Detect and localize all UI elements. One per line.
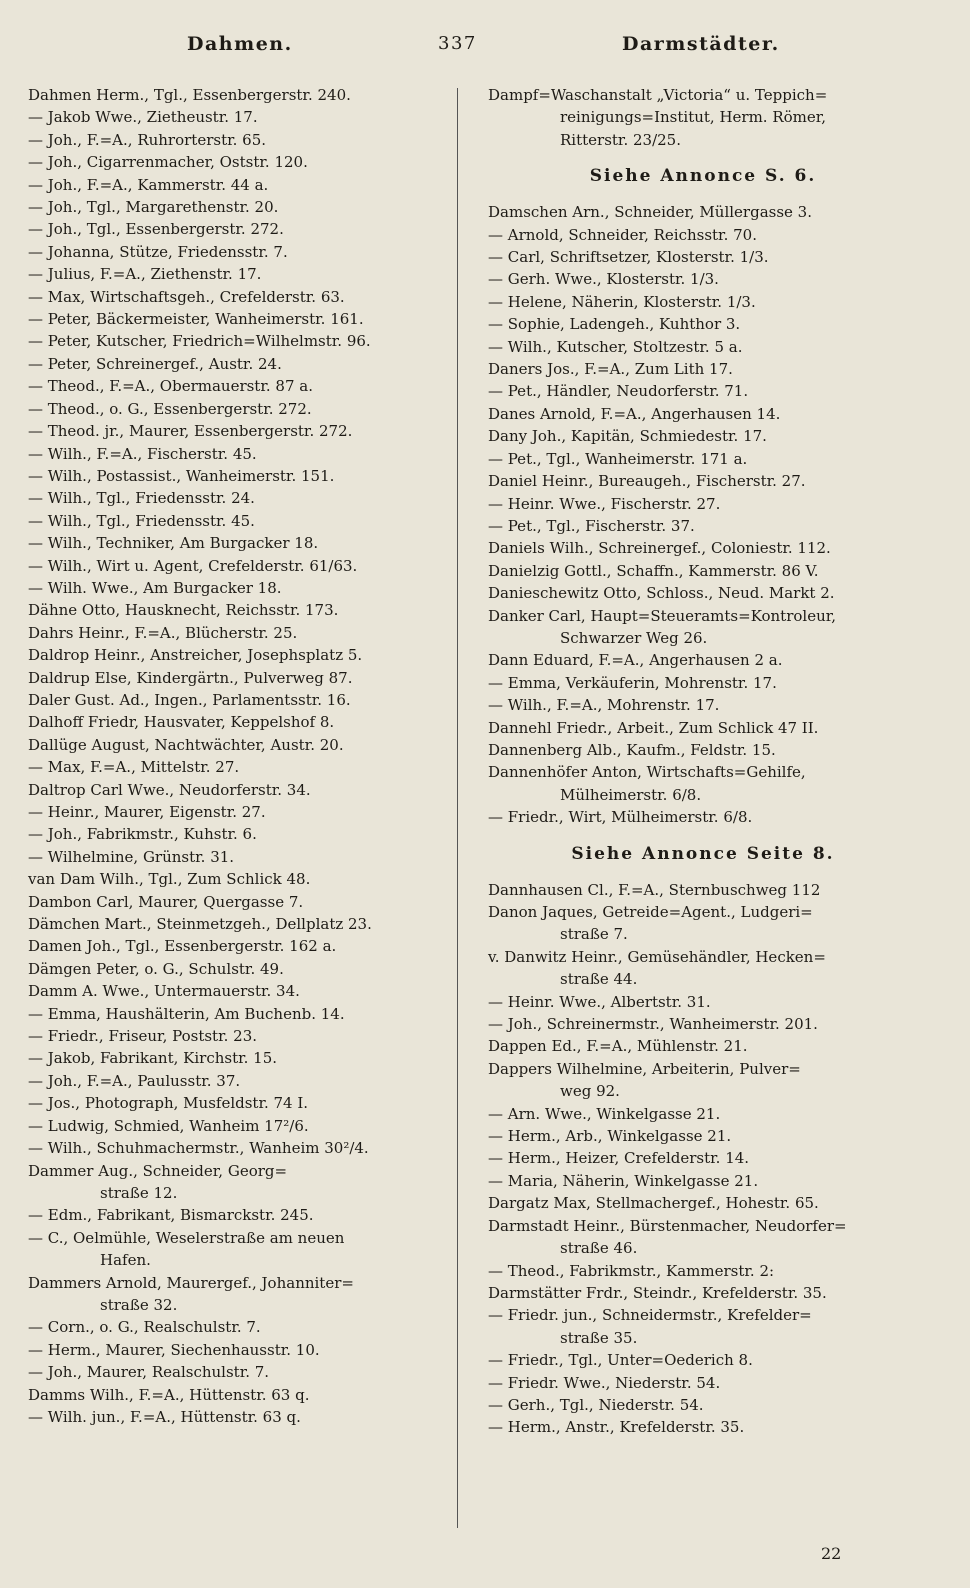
directory-entry: [488, 336, 928, 358]
directory-entry: [488, 470, 928, 492]
directory-entry: [488, 806, 928, 828]
directory-entry: [488, 1416, 928, 1438]
entry-continuation: straße 35.: [560, 1328, 638, 1347]
directory-entry: [28, 1025, 448, 1047]
entry-text: Dalhoff Friedr, Hausvater, Keppelshof 8.: [28, 713, 335, 732]
directory-entry: [28, 196, 448, 218]
directory-entry: [28, 644, 448, 666]
entry-continuation: reinigungs=Institut, Herm. Römer,: [560, 108, 827, 127]
entry-text: Danker Carl, Haupt=Steueramts=Kontroleur,: [488, 606, 837, 625]
directory-entry: [28, 465, 448, 487]
directory-entry: [28, 84, 448, 106]
entry-text: Damm A. Wwe., Untermauerstr. 34.: [28, 982, 300, 1001]
directory-entry: [28, 801, 448, 823]
entry-text: Darmstätter Frdr., Steindr., Krefelderstr. 35.: [488, 1283, 827, 1302]
entry-text: Dannhausen Cl., F.=A., Sternbuschweg 112: [488, 880, 821, 899]
directory-entry: [28, 174, 448, 196]
directory-entry: [28, 1316, 448, 1338]
directory-entry: [28, 622, 448, 644]
directory-entry: [488, 1192, 928, 1214]
entry-text: v. Danwitz Heinr., Gemüsehändler, Hecken=: [488, 947, 826, 966]
entry-text: — Wilh., Tgl., Friedensstr. 45.: [28, 511, 255, 530]
entry-text: Damen Joh., Tgl., Essenbergerstr. 162 a.: [28, 937, 337, 956]
entry-text: Dargatz Max, Stellmachergef., Hohestr. 65.: [488, 1194, 819, 1213]
header-right-running-title: Darmstädter.: [622, 33, 780, 55]
directory-entry: [488, 1349, 928, 1371]
entry-text: Damms Wilh., F.=A., Hüttenstr. 63 q.: [28, 1385, 310, 1404]
entry-text: — Peter, Schreinergef., Austr. 24.: [28, 354, 282, 373]
entry-text: Dappers Wilhelmine, Arbeiterin, Pulver=: [488, 1059, 801, 1078]
entry-text: Danieschewitz Otto, Schloss., Neud. Markt 2.: [488, 584, 835, 603]
entry-text: — Emma, Verkäuferin, Mohrenstr. 17.: [488, 673, 777, 692]
entry-text: — Heinr. Wwe., Fischerstr. 27.: [488, 494, 721, 513]
directory-entry: [28, 935, 448, 957]
entry-text: — Theod., Fabrikmstr., Kammerstr. 2:: [488, 1261, 775, 1280]
directory-entry: [28, 487, 448, 509]
entry-continuation: straße 12.: [100, 1183, 178, 1202]
entry-text: Dahmen Herm., Tgl., Essenbergerstr. 240.: [28, 86, 351, 104]
entry-text: — Wilh., F.=A., Mohrenstr. 17.: [488, 696, 720, 715]
directory-entry: [28, 846, 448, 868]
entry-text: Daldrop Heinr., Anstreicher, Josephsplatz 5.: [28, 646, 363, 665]
entry-text: Daners Jos., F.=A., Zum Lith 17.: [488, 360, 733, 379]
directory-entry: [488, 560, 928, 582]
directory-entry: [28, 151, 448, 173]
directory-entry: [28, 420, 448, 442]
directory-entry: [488, 946, 928, 991]
directory-entry: [488, 358, 928, 380]
directory-entry: [28, 868, 448, 890]
entry-text: — Heinr., Maurer, Eigenstr. 27.: [28, 803, 266, 821]
directory-entry: [28, 1339, 448, 1361]
directory-entry: [28, 1361, 448, 1383]
entry-text: — Pet., Tgl., Fischerstr. 37.: [488, 516, 695, 535]
entry-text: — Julius, F.=A., Ziethenstr. 17.: [28, 265, 262, 284]
left-column: [28, 84, 448, 1428]
directory-entry: [28, 1227, 448, 1272]
directory-entry: [488, 268, 928, 290]
entry-text: — C., Oelmühle, Weselerstraße am neuen: [28, 1228, 345, 1247]
directory-entry: [488, 1394, 928, 1416]
directory-entry: [28, 779, 448, 801]
entry-text: Dammers Arnold, Maurergef., Johanniter=: [28, 1273, 354, 1292]
entry-text: Dähne Otto, Hausknecht, Reichsstr. 173.: [28, 601, 339, 620]
entry-text: — Joh., Schreinermstr., Wanheimerstr. 201.: [488, 1015, 818, 1034]
directory-entry: [488, 1013, 928, 1035]
annonce-reference: Siehe Annonce S. 6.: [589, 166, 817, 187]
entry-text: — Wilh. Wwe., Am Burgacker 18.: [28, 578, 282, 597]
entry-text: — Sophie, Ladengeh., Kuhthor 3.: [488, 315, 741, 334]
entry-text: — Heinr. Wwe., Albertstr. 31.: [488, 992, 711, 1011]
directory-entry: [488, 1125, 928, 1147]
entry-text: — Herm., Anstr., Krefelderstr. 35.: [488, 1418, 745, 1437]
entry-text: Dannenberg Alb., Kaufm., Feldstr. 15.: [488, 740, 776, 759]
directory-entry: [488, 879, 928, 901]
directory-entry: [28, 241, 448, 263]
directory-entry: [488, 1282, 928, 1304]
entry-text: — Friedr. Wwe., Niederstr. 54.: [488, 1373, 721, 1392]
directory-entry: [488, 694, 928, 716]
directory-entry: [28, 980, 448, 1002]
entry-text: — Wilh., F.=A., Fischerstr. 45.: [28, 444, 257, 463]
entry-continuation: Hafen.: [100, 1251, 151, 1270]
directory-entry: [488, 761, 928, 806]
directory-entry: [488, 605, 928, 650]
directory-entry: [488, 1058, 928, 1103]
entry-text: Dampf=Waschanstalt „Victoria“ u. Teppich=: [488, 86, 828, 104]
entry-text: Daniel Heinr., Bureaugeh., Fischerstr. 27.: [488, 472, 806, 491]
entry-text: Daler Gust. Ad., Ingen., Parlamentsstr. 16.: [28, 690, 351, 709]
directory-entry: [28, 711, 448, 733]
directory-entry: [488, 380, 928, 402]
directory-entry: [28, 510, 448, 532]
directory-entry: [488, 1170, 928, 1192]
entry-text: — Pet., Tgl., Wanheimerstr. 171 a.: [488, 449, 748, 468]
entry-text: — Pet., Händler, Neudorferstr. 71.: [488, 382, 749, 401]
entry-text: Damschen Arn., Schneider, Müllergasse 3.: [488, 203, 812, 222]
entry-text: — Corn., o. G., Realschulstr. 7.: [28, 1318, 261, 1337]
entry-text: — Helene, Näherin, Klosterstr. 1/3.: [488, 292, 756, 311]
directory-entry: [28, 398, 448, 420]
entry-text: — Wilh., Schuhmachermstr., Wanheim 30²/4.: [28, 1139, 369, 1158]
directory-entry: [488, 1372, 928, 1394]
directory-entry: [28, 823, 448, 845]
entry-text: — Wilhelmine, Grünstr. 31.: [28, 847, 235, 866]
entry-text: — Wilh., Tgl., Friedensstr. 24.: [28, 489, 255, 508]
column-divider: [457, 88, 458, 1528]
entry-continuation: Schwarzer Weg 26.: [560, 628, 708, 647]
entry-text: Dappen Ed., F.=A., Mühlenstr. 21.: [488, 1037, 748, 1056]
entry-text: — Theod., o. G., Essenbergerstr. 272.: [28, 399, 312, 418]
directory-entry: [488, 313, 928, 335]
entry-text: Dämchen Mart., Steinmetzgeh., Dellplatz 23.: [28, 915, 372, 934]
entry-text: — Emma, Haushälterin, Am Buchenb. 14.: [28, 1004, 345, 1023]
entry-text: — Herm., Maurer, Siechenhausstr. 10.: [28, 1340, 320, 1359]
directory-entry: [488, 515, 928, 537]
directory-entry: [488, 493, 928, 515]
directory-entry: [28, 1406, 448, 1428]
entry-text: — Joh., F.=A., Kammerstr. 44 a.: [28, 175, 269, 194]
directory-entry: [28, 577, 448, 599]
directory-entry: [28, 443, 448, 465]
directory-entry: [28, 891, 448, 913]
directory-entry: [28, 218, 448, 240]
directory-entry: [488, 129, 928, 151]
entry-text: — Max, Wirtschaftsgeh., Crefelderstr. 63.: [28, 287, 345, 306]
entry-text: — Jos., Photograph, Musfeldstr. 74 I.: [28, 1094, 309, 1113]
directory-entry: [28, 958, 448, 980]
entry-text: Dammer Aug., Schneider, Georg=: [28, 1161, 288, 1180]
directory-entry: [488, 649, 928, 671]
annonce-reference: Siehe Annonce Seite 8.: [571, 843, 835, 864]
entry-text: Daltrop Carl Wwe., Neudorferstr. 34.: [28, 780, 311, 799]
directory-entry: [28, 689, 448, 711]
header-page-number: 337: [438, 33, 477, 54]
entry-text: — Wilh., Techniker, Am Burgacker 18.: [28, 534, 319, 553]
directory-entry: [28, 375, 448, 397]
directory-entry: [28, 1115, 448, 1137]
entry-text: Daniels Wilh., Schreinergef., Coloniestr. 112.: [488, 539, 831, 558]
entry-text: — Jakob Wwe., Zietheustr. 17.: [28, 108, 258, 127]
directory-entry: [28, 1272, 448, 1317]
entry-text: — Friedr. jun., Schneidermstr., Krefelder=: [488, 1306, 812, 1325]
directory-entry: [28, 286, 448, 308]
directory-entry: [488, 1147, 928, 1169]
directory-entry: [488, 201, 928, 223]
entry-text: — Ludwig, Schmied, Wanheim 17²/6.: [28, 1116, 309, 1135]
directory-entry: [28, 1137, 448, 1159]
entry-text: — Wilh., Kutscher, Stoltzestr. 5 a.: [488, 337, 743, 356]
entry-text: Ritterstr. 23/25.: [560, 130, 681, 149]
entry-text: Dannehl Friedr., Arbeit., Zum Schlick 47 II.: [488, 718, 819, 737]
directory-entry: [28, 734, 448, 756]
entry-text: — Friedr., Tgl., Unter=Oederich 8.: [488, 1351, 753, 1370]
entry-continuation: straße 32.: [100, 1295, 178, 1314]
entry-text: — Maria, Näherin, Winkelgasse 21.: [488, 1171, 759, 1190]
entry-text: Dann Eduard, F.=A., Angerhausen 2 a.: [488, 651, 783, 670]
entry-text: — Friedr., Friseur, Poststr. 23.: [28, 1027, 257, 1046]
directory-entry: [488, 291, 928, 313]
entry-text: — Herm., Heizer, Crefelderstr. 14.: [488, 1149, 750, 1168]
directory-entry: [28, 353, 448, 375]
directory-entry: [28, 308, 448, 330]
directory-entry: [28, 1047, 448, 1069]
directory-entry: [28, 106, 448, 128]
entry-text: Dany Joh., Kapitän, Schmiedestr. 17.: [488, 427, 767, 446]
entry-text: van Dam Wilh., Tgl., Zum Schlick 48.: [28, 870, 311, 889]
entry-text: Danielzig Gottl., Schaffn., Kammerstr. 86 V.: [488, 561, 819, 580]
entry-text: — Gerh., Tgl., Niederstr. 54.: [488, 1395, 704, 1414]
entry-text: Dallüge August, Nachtwächter, Austr. 20.: [28, 735, 344, 754]
entry-continuation: straße 44.: [560, 970, 638, 989]
directory-entry: [28, 330, 448, 352]
entry-text: — Carl, Schriftsetzer, Klosterstr. 1/3.: [488, 248, 769, 267]
directory-entry: [28, 1204, 448, 1226]
directory-entry: [488, 1260, 928, 1282]
entry-continuation: straße 46.: [560, 1239, 638, 1258]
entry-continuation: straße 7.: [560, 925, 628, 944]
directory-entry: [28, 1003, 448, 1025]
entry-text: — Joh., Cigarrenmacher, Oststr. 120.: [28, 153, 308, 172]
directory-entry: [488, 224, 928, 246]
header-left-running-title: Dahmen.: [187, 33, 293, 55]
directory-entry: [28, 1384, 448, 1406]
directory-entry: [488, 1304, 928, 1349]
directory-entry: [488, 537, 928, 559]
entry-text: — Peter, Bäckermeister, Wanheimerstr. 161.: [28, 310, 364, 329]
directory-entry: [28, 1092, 448, 1114]
entry-text: — Theod., F.=A., Obermauerstr. 87 a.: [28, 377, 313, 396]
directory-entry: [488, 717, 928, 739]
entry-text: — Joh., Fabrikmstr., Kuhstr. 6.: [28, 825, 257, 844]
entry-text: — Joh., Maurer, Realschulstr. 7.: [28, 1363, 270, 1382]
directory-entry: [488, 425, 928, 447]
entry-text: Dämgen Peter, o. G., Schulstr. 49.: [28, 959, 284, 978]
entry-text: — Wilh., Wirt u. Agent, Crefelderstr. 61/63.: [28, 556, 358, 575]
entry-text: Dahrs Heinr., F.=A., Blücherstr. 25.: [28, 623, 298, 642]
directory-entry: [488, 672, 928, 694]
entry-text: — Wilh. jun., F.=A., Hüttenstr. 63 q.: [28, 1407, 301, 1426]
directory-entry: [28, 667, 448, 689]
entry-text: Danon Jaques, Getreide=Agent., Ludgeri=: [488, 903, 813, 921]
entry-text: — Arnold, Schneider, Reichsstr. 70.: [488, 225, 757, 244]
directory-entry: [28, 756, 448, 778]
entry-text: — Joh., Tgl., Essenbergerstr. 272.: [28, 220, 284, 239]
directory-entry: [488, 739, 928, 761]
directory-entry: [488, 84, 928, 129]
directory-entry: [28, 1070, 448, 1092]
entry-text: — Peter, Kutscher, Friedrich=Wilhelmstr. 96.: [28, 332, 371, 351]
entry-text: — Johanna, Stütze, Friedensstr. 7.: [28, 242, 288, 261]
directory-entry: [488, 403, 928, 425]
entry-text: — Max, F.=A., Mittelstr. 27.: [28, 758, 240, 777]
directory-entry: [488, 448, 928, 470]
entry-text: — Theod. jr., Maurer, Essenbergerstr. 272.: [28, 422, 353, 441]
entry-text: — Arn. Wwe., Winkelgasse 21.: [488, 1104, 721, 1123]
entry-text: — Edm., Fabrikant, Bismarckstr. 245.: [28, 1206, 314, 1225]
entry-text: Dambon Carl, Maurer, Quergasse 7.: [28, 892, 304, 911]
right-column: [488, 84, 928, 1439]
directory-entry: [488, 991, 928, 1013]
directory-entry: [488, 246, 928, 268]
entry-text: — Herm., Arb., Winkelgasse 21.: [488, 1127, 732, 1146]
entry-continuation: Mülheimerstr. 6/8.: [560, 785, 702, 804]
footer-page-number: 22: [821, 1544, 842, 1563]
directory-entry: [488, 582, 928, 604]
entry-continuation: weg 92.: [560, 1082, 620, 1101]
entry-text: — Wilh., Postassist., Wanheimerstr. 151.: [28, 466, 335, 485]
directory-entry: [488, 901, 928, 946]
directory-entry: [28, 913, 448, 935]
directory-entry: [28, 599, 448, 621]
entry-text: Dannenhöfer Anton, Wirtschafts=Gehilfe,: [488, 763, 806, 782]
directory-entry: [28, 532, 448, 554]
entry-text: — Jakob, Fabrikant, Kirchstr. 15.: [28, 1049, 278, 1068]
entry-text: — Joh., Tgl., Margarethenstr. 20.: [28, 198, 279, 217]
entry-text: Danes Arnold, F.=A., Angerhausen 14.: [488, 404, 781, 423]
entry-text: — Friedr., Wirt, Mülheimerstr. 6/8.: [488, 808, 753, 827]
directory-entry: [28, 263, 448, 285]
entry-text: Daldrup Else, Kindergärtn., Pulverweg 87.: [28, 668, 353, 687]
directory-entry: [28, 555, 448, 577]
entry-text: — Joh., F.=A., Paulusstr. 37.: [28, 1071, 241, 1090]
directory-entry: [488, 1215, 928, 1260]
entry-text: Darmstadt Heinr., Bürstenmacher, Neudorfer=: [488, 1216, 847, 1235]
entry-text: — Gerh. Wwe., Klosterstr. 1/3.: [488, 270, 719, 289]
directory-entry: [488, 1035, 928, 1057]
entry-text: — Joh., F.=A., Ruhrorterstr. 65.: [28, 130, 267, 149]
directory-entry: [28, 1160, 448, 1205]
directory-entry: [28, 129, 448, 151]
directory-entry: [488, 1103, 928, 1125]
